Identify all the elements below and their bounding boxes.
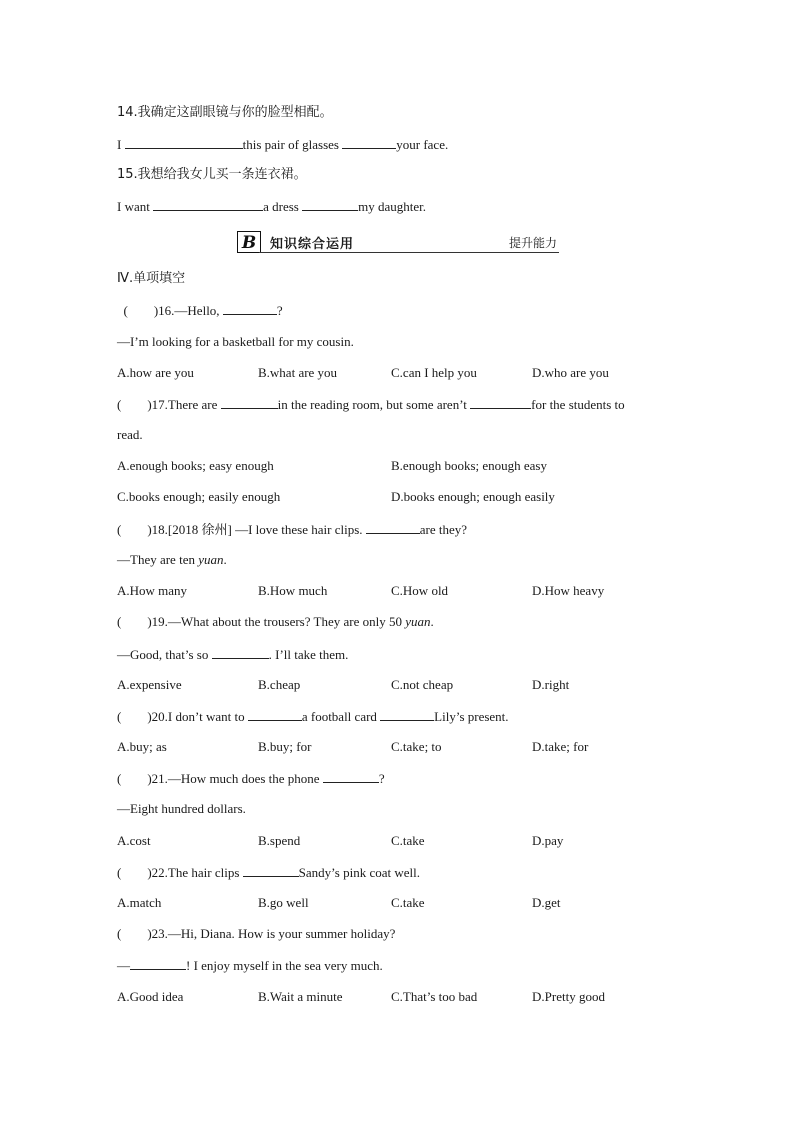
q21-text: 21.—How much does the phone	[151, 771, 323, 786]
q15-part1: I want	[117, 199, 154, 214]
option-c[interactable]: C.can I help you	[391, 365, 477, 380]
question-23	[117, 926, 395, 942]
option-c[interactable]: C.books enough; easily enough	[117, 489, 281, 504]
q17-mid: in the reading room, but some aren’t	[277, 397, 471, 412]
question-20	[117, 708, 509, 725]
reply-italic: yuan	[198, 552, 224, 567]
q16-text: 16.—Hello,	[158, 303, 223, 318]
question-17-cont: read.	[117, 427, 143, 442]
question-18	[117, 521, 467, 538]
answer-blank[interactable]	[248, 708, 302, 721]
q20-text: 20.I don’t want to	[151, 709, 248, 724]
option-d[interactable]: D.How heavy	[532, 583, 605, 598]
option-d[interactable]: D.take; for	[532, 739, 589, 754]
option-a[interactable]: A.enough books; easy enough	[117, 458, 274, 473]
banner-subtitle: 提升能力	[508, 236, 557, 250]
q18-end: are they?	[419, 522, 468, 537]
q20-end: Lily’s present.	[434, 709, 509, 724]
reply-text: —They are ten	[117, 552, 199, 567]
q19-italic: yuan	[405, 614, 431, 629]
option-a[interactable]: A.how are you	[117, 365, 194, 380]
answer-bracket[interactable]: ( )	[117, 709, 152, 724]
question-16	[117, 302, 283, 319]
section-heading: Ⅳ.单项填空	[117, 271, 186, 286]
option-b[interactable]: B.How much	[258, 583, 328, 598]
banner-rule	[259, 252, 559, 253]
reply-end: .	[223, 552, 227, 567]
question-18-reply	[117, 552, 227, 568]
answer-bracket[interactable]: ( )	[117, 522, 152, 537]
answer-blank[interactable]	[243, 864, 299, 877]
answer-bracket[interactable]: ( )	[117, 614, 152, 629]
option-a[interactable]: A.How many	[117, 583, 188, 598]
answer-bracket[interactable]: ( )	[117, 926, 152, 941]
section-banner	[237, 230, 559, 254]
answer-blank[interactable]	[212, 646, 269, 659]
q17-text: 17.There are	[151, 397, 221, 412]
option-d[interactable]: D.books enough; enough easily	[391, 489, 555, 504]
option-d[interactable]: D.pay	[532, 833, 564, 848]
q23-text: 23.—Hi, Diana. How is your summer holiday?	[151, 926, 396, 941]
q19-text-end: .	[430, 614, 434, 629]
question-21	[117, 770, 385, 787]
question-15-chinese: 15.我想给我女儿买一条连衣裙。	[117, 167, 307, 182]
section-b-icon	[237, 231, 261, 253]
answer-blank[interactable]	[223, 302, 277, 315]
option-d[interactable]: D.right	[532, 677, 570, 692]
answer-bracket[interactable]: ( )	[117, 303, 159, 318]
question-19-reply	[117, 646, 348, 663]
q15-part3: my daughter.	[358, 199, 426, 214]
q14-part2: this pair of glasses	[242, 137, 343, 152]
question-15-sentence	[117, 198, 426, 215]
answer-blank[interactable]	[125, 136, 243, 149]
option-d[interactable]: D.Pretty good	[532, 989, 605, 1004]
option-b[interactable]: B.go well	[258, 895, 309, 910]
option-c[interactable]: C.take; to	[391, 739, 442, 754]
answer-blank[interactable]	[221, 396, 278, 409]
answer-blank[interactable]	[380, 708, 434, 721]
question-23-reply	[117, 957, 383, 974]
option-c[interactable]: C.How old	[391, 583, 449, 598]
option-c[interactable]: C.not cheap	[391, 677, 454, 692]
option-c[interactable]: C.take	[391, 833, 425, 848]
q22-end: Sandy’s pink coat well.	[298, 865, 420, 880]
question-14-sentence	[117, 136, 448, 153]
answer-blank[interactable]	[366, 521, 420, 534]
q21-end: ?	[378, 771, 385, 786]
answer-bracket[interactable]: ( )	[117, 397, 152, 412]
option-c[interactable]: C.That’s too bad	[391, 989, 478, 1004]
option-b[interactable]: B.cheap	[258, 677, 301, 692]
option-b[interactable]: B.what are you	[258, 365, 338, 380]
option-a[interactable]: A.Good idea	[117, 989, 184, 1004]
question-22	[117, 864, 420, 881]
q16-end: ?	[276, 303, 283, 318]
reply-end: . I’ll take them.	[268, 647, 349, 662]
reply-text: —Good, that’s so	[117, 647, 212, 662]
question-14-chinese: 14.我确定这副眼镜与你的脸型相配。	[117, 105, 333, 120]
q14-part1: I	[117, 137, 125, 152]
reply-dash: —	[117, 958, 130, 973]
question-16-reply: —I’m looking for a basketball for my cousin.	[117, 334, 354, 349]
banner-title: 知识综合运用	[270, 237, 355, 252]
answer-blank[interactable]	[302, 198, 358, 211]
question-21-reply: —Eight hundred dollars.	[117, 801, 246, 816]
option-d[interactable]: D.get	[532, 895, 561, 910]
option-b[interactable]: B.buy; for	[258, 739, 312, 754]
option-a[interactable]: A.expensive	[117, 677, 182, 692]
option-c[interactable]: C.take	[391, 895, 425, 910]
q19-text: 19.—What about the trousers? They are only 50	[151, 614, 406, 629]
answer-blank[interactable]	[470, 396, 531, 409]
question-19	[117, 614, 434, 630]
option-b[interactable]: B.spend	[258, 833, 301, 848]
q20-mid: a football card	[301, 709, 381, 724]
section-b-letter: B	[241, 233, 257, 253]
q15-part2: a dress	[263, 199, 303, 214]
answer-blank[interactable]	[323, 770, 379, 783]
q14-part3: your face.	[396, 137, 449, 152]
option-a[interactable]: A.match	[117, 895, 162, 910]
option-b[interactable]: B.Wait a minute	[258, 989, 343, 1004]
option-a[interactable]: A.buy; as	[117, 739, 167, 754]
answer-blank[interactable]	[153, 198, 263, 211]
option-b[interactable]: B.enough books; enough easy	[391, 458, 547, 473]
answer-blank[interactable]	[130, 957, 186, 970]
question-17	[117, 396, 625, 413]
reply-end: ! I enjoy myself in the sea very much.	[186, 958, 383, 973]
q22-text: 22.The hair clips	[151, 865, 243, 880]
q18-text: 18.[2018 徐州] —I love these hair clips.	[151, 522, 366, 537]
q17-end: for the students to	[531, 397, 625, 412]
answer-bracket[interactable]: ( )	[117, 865, 152, 880]
option-a[interactable]: A.cost	[117, 833, 151, 848]
option-d[interactable]: D.who are you	[532, 365, 609, 380]
answer-blank[interactable]	[342, 136, 396, 149]
answer-bracket[interactable]: ( )	[117, 771, 152, 786]
